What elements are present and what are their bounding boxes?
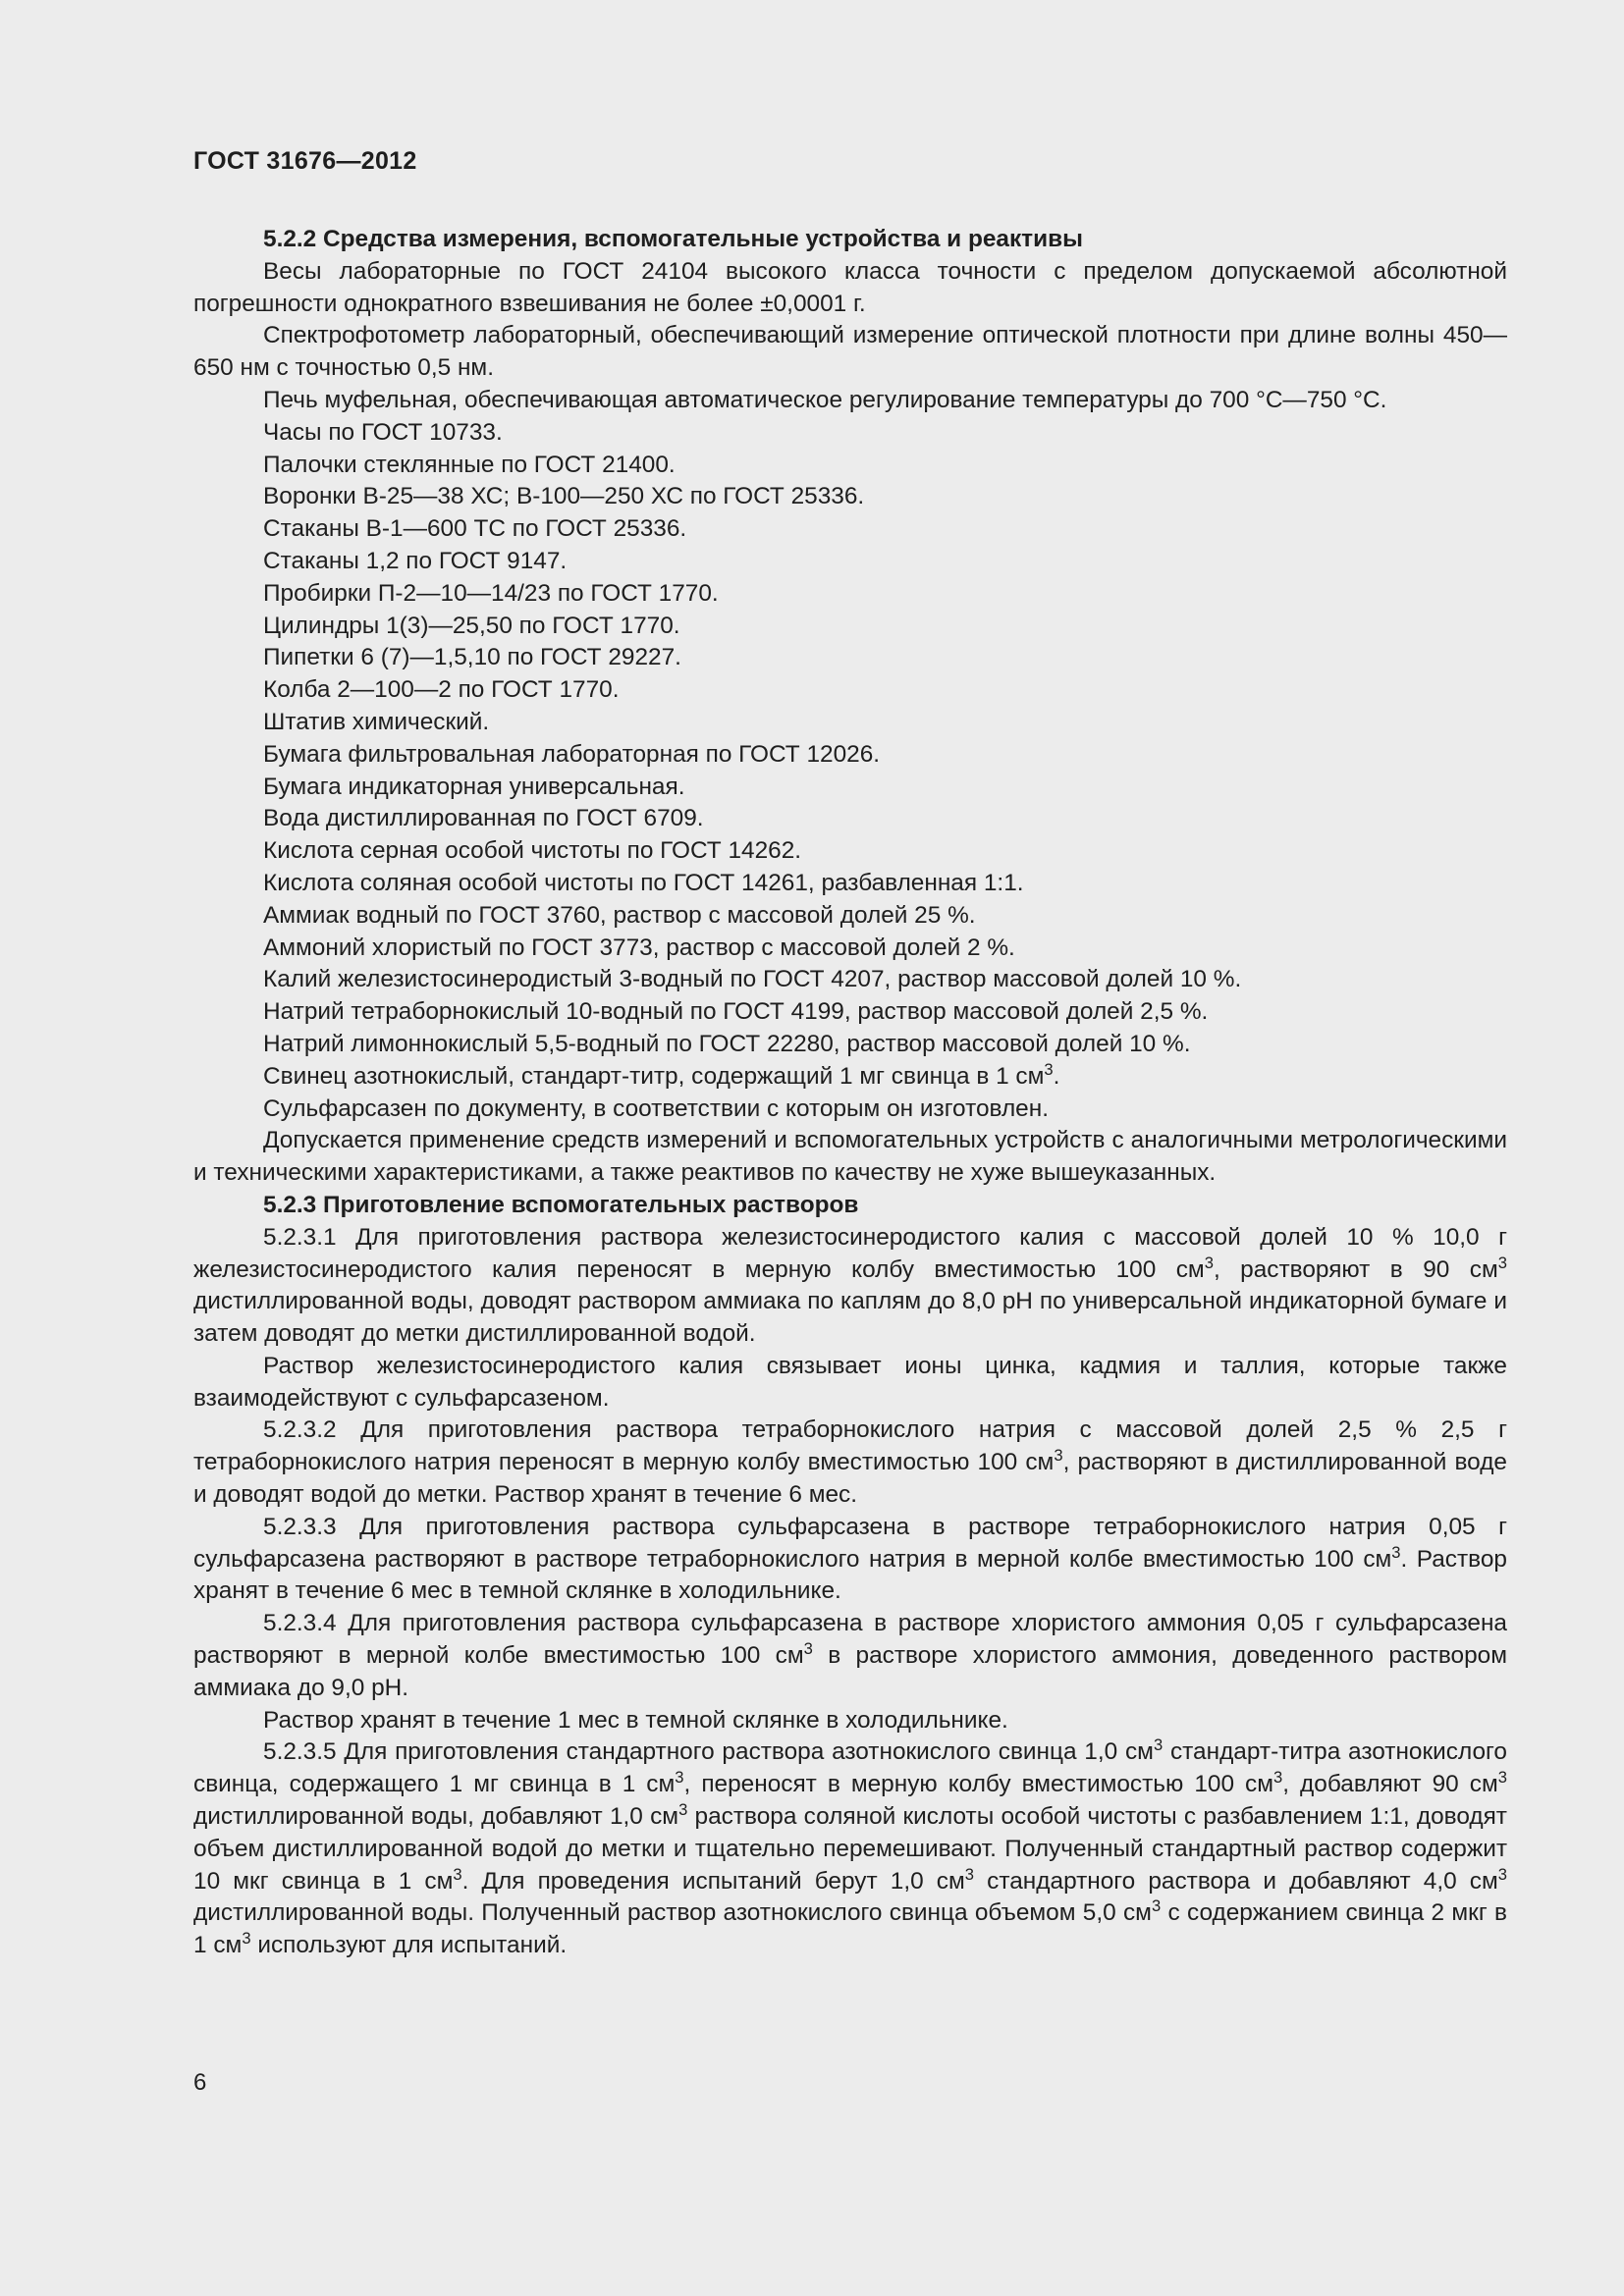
list-item: Аммоний хлористый по ГОСТ 3773, раствор с массовой долей 2 %. <box>263 934 1015 961</box>
superscript: 3 <box>1153 1735 1164 1755</box>
superscript: 3 <box>1151 1896 1162 1916</box>
superscript: 3 <box>964 1864 975 1884</box>
list-item: Спектрофотометр лабораторный, обеспечивающий измерение оптической плотности при длине волны 450—650 нм с точностью 0,5 нм. <box>193 322 1507 382</box>
text-run: 5.2.3.3 Для приготовления раствора сульфарсазена в растворе тетраборнокислого натрия 0,05 г сульфарсазена растворяют в растворе тетраборнокислого натрия в мерной колбе вместимостью 100 см <box>193 1513 1507 1573</box>
list-item: Печь муфельная, обеспечивающая автоматическое регулирование температуры до 700 °С—750 °С. <box>263 386 1387 413</box>
text-run: стандартного раствора и добавляют 4,0 см <box>974 1867 1498 1895</box>
text-run: в растворе хлористого аммония, доведенного раствором аммиака до 9,0 рН. <box>193 1642 1507 1701</box>
page-number: 6 <box>193 2069 207 2096</box>
superscript: 3 <box>1497 1768 1507 1788</box>
list-item: Весы лабораторные по ГОСТ 24104 высокого класса точности с пределом допускаемой абсолютной погрешности однократного взвешивания не более ±0,0001 г. <box>193 257 1507 317</box>
text-run: с содержанием свинца 2 мкг в 1 см <box>193 1899 1507 1959</box>
superscript: 3 <box>1391 1542 1401 1562</box>
text-run: 5.2.3.5 Для приготовления стандартного раствора азотнокислого свинца 1,0 см <box>263 1738 1154 1766</box>
text-run: дистиллированной воды, добавляют 1,0 см <box>193 1803 679 1831</box>
list-item-lead-nitrate <box>193 1061 1507 1094</box>
text-run: 5.2.3.2 Для приготовления раствора тетраборнокислого натрия с массовой долей 2,5 % 2,5 г тетраборнокислого натрия переносят в мерную колбу вместимостью 100 см <box>193 1416 1507 1476</box>
list-item: Стаканы 1,2 по ГОСТ 9147. <box>263 547 568 574</box>
list-item: Кислота соляная особой чистоты по ГОСТ 14261, разбавленная 1:1. <box>263 869 1024 896</box>
list-item: Аммиак водный по ГОСТ 3760, раствор с массовой долей 25 %. <box>263 901 976 929</box>
superscript: 3 <box>678 1799 688 1819</box>
text-run: используют для испытаний. <box>250 1932 568 1959</box>
superscript: 3 <box>1497 1253 1507 1272</box>
text-run: . Раствор хранят в течение 6 мес в темной склянке в холодильнике. <box>193 1545 1507 1605</box>
superscript: 3 <box>1204 1253 1214 1272</box>
paragraph-5-2-3-4-note: Раствор хранят в течение 1 мес в темной склянке в холодильнике. <box>263 1706 1008 1734</box>
text-run: дистиллированной воды, доводят раствором аммиака по каплям до 8,0 рН по универсальной индикаторной бумаге и затем доводят до метки дистиллированной водой. <box>193 1288 1507 1348</box>
list-item: Колба 2—100—2 по ГОСТ 1770. <box>263 676 620 704</box>
list-item: Вода дистиллированная по ГОСТ 6709. <box>263 805 704 832</box>
superscript: 3 <box>1044 1059 1054 1079</box>
superscript: 3 <box>1273 1768 1283 1788</box>
list-item: Бумага фильтровальная лабораторная по ГОСТ 12026. <box>263 740 881 768</box>
list-item: Бумага индикаторная универсальная. <box>263 773 685 800</box>
list-item: Палочки стеклянные по ГОСТ 21400. <box>263 451 676 478</box>
superscript: 3 <box>453 1864 462 1884</box>
list-item: Натрий лимоннокислый 5,5-водный по ГОСТ 22280, раствор массовой долей 10 %. <box>263 1030 1191 1057</box>
section-heading-5-2-3: 5.2.3 Приготовление вспомогательных растворов <box>263 1191 859 1218</box>
paragraph-5-2-3-1-note: Раствор железистосинеродистого калия связывает ионы цинка, кадмия и таллия, которые также взаимодействуют с сульфарсазеном. <box>193 1352 1507 1412</box>
paragraph-5-2-3-5 <box>193 1736 1507 1962</box>
superscript: 3 <box>803 1638 813 1658</box>
list-item: Кислота серная особой чистоты по ГОСТ 14262. <box>263 837 802 865</box>
text-run: дистиллированной воды. Полученный раствор азотнокислого свинца объемом 5,0 см <box>193 1899 1152 1927</box>
list-item: Стаканы В-1—600 ТС по ГОСТ 25336. <box>263 515 687 543</box>
list-item: Калий железистосинеродистый 3-водный по ГОСТ 4207, раствор массовой долей 10 %. <box>263 966 1242 993</box>
text-run: , растворяют в дистиллированной воде и доводят водой до метки. Раствор хранят в течение 6 мес. <box>193 1449 1507 1509</box>
list-item: Натрий тетраборнокислый 10-водный по ГОСТ 4199, раствор массовой долей 2,5 %. <box>263 998 1209 1026</box>
text-run: , растворяют в 90 см <box>1213 1255 1498 1283</box>
superscript: 3 <box>1497 1864 1507 1884</box>
text-run: , добавляют 90 см <box>1282 1771 1498 1798</box>
paragraph-5-2-3-1 <box>193 1222 1507 1351</box>
section-heading-5-2-2: 5.2.2 Средства измерения, вспомогательные устройства и реактивы <box>263 226 1083 252</box>
text-run: . <box>1053 1062 1060 1090</box>
list-item: Часы по ГОСТ 10733. <box>263 418 503 446</box>
text-run: . Для проведения испытаний берут 1,0 см <box>461 1867 965 1895</box>
text-run: стандарт-титра азотнокислого свинца, содержащего 1 мг свинца в 1 см <box>193 1738 1507 1798</box>
list-item: Воронки В-25—38 ХС; В-100—250 ХС по ГОСТ 25336. <box>263 483 865 510</box>
list-item: Цилиндры 1(3)—25,50 по ГОСТ 1770. <box>263 612 680 639</box>
paragraph-5-2-3-3 <box>193 1512 1507 1608</box>
document-code-header: ГОСТ 31676—2012 <box>193 147 417 175</box>
list-item: Сульфарсазен по документу, в соответствии с которым он изготовлен. <box>263 1095 1049 1122</box>
list-item: Пипетки 6 (7)—1,5,10 по ГОСТ 29227. <box>263 644 681 671</box>
text-run: , переносят в мерную колбу вместимостью 100 см <box>683 1771 1274 1798</box>
superscript: 3 <box>675 1768 684 1788</box>
text-run: Свинец азотнокислый, стандарт-титр, содержащий 1 мг свинца в 1 см <box>263 1062 1045 1090</box>
paragraph-5-2-3-2 <box>193 1415 1507 1511</box>
list-item: Пробирки П-2—10—14/23 по ГОСТ 1770. <box>263 579 719 607</box>
allowance-paragraph: Допускается применение средств измерений и вспомогательных устройств с аналогичными метрологическими и техническими характеристиками, а также реактивов по качеству не хуже вышеуказанных. <box>193 1127 1507 1187</box>
document-body <box>193 224 1507 1962</box>
text-run: 5.2.3.1 Для приготовления раствора железистосинеродистого калия с массовой долей 10 % 10,0 г железистосинеродистого калия переносят в мерную колбу вместимостью 100 см <box>193 1223 1507 1283</box>
text-run: раствора соляной кислоты особой чистоты с разбавлением 1:1, доводят объем дистиллированной водой до метки и тщательно перемешивают. Полученный стандартный раствор содержит 10 мкг свинца в 1 см <box>193 1803 1507 1895</box>
text-run: 5.2.3.4 Для приготовления раствора сульфарсазена в растворе хлористого аммония 0,05 г сульфарсазена растворяют в мерной колбе вместимостью 100 см <box>193 1610 1507 1670</box>
superscript: 3 <box>242 1929 251 1949</box>
superscript: 3 <box>1054 1446 1063 1466</box>
paragraph-5-2-3-4 <box>193 1608 1507 1704</box>
list-item: Штатив химический. <box>263 708 490 735</box>
